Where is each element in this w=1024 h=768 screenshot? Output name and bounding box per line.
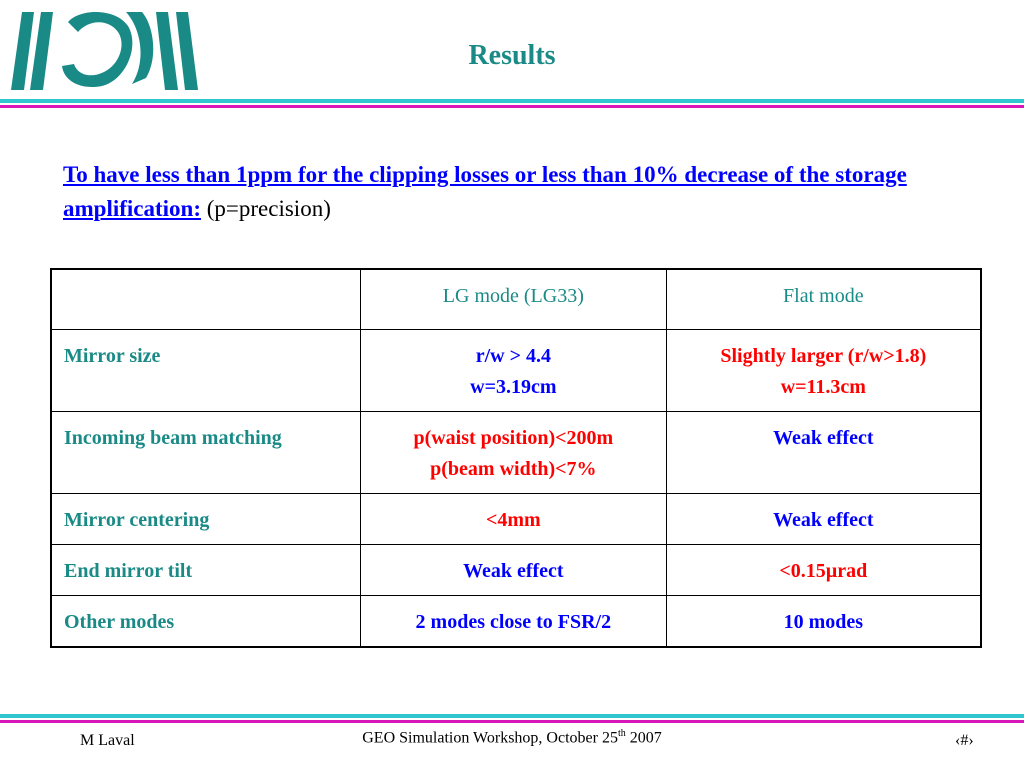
footer-event-sup: th (617, 728, 626, 739)
footer-event-prefix: GEO Simulation Workshop, October 25 (362, 729, 618, 747)
bottom-divider (0, 714, 1024, 723)
row-label: Incoming beam matching (51, 412, 361, 494)
table-header-row (51, 269, 981, 330)
intro-link[interactable]: To have less than 1ppm for the clipping losses or less than 10% decrease of the storage amplification: (63, 162, 907, 221)
header-cell-lg: LG mode (LG33) (361, 269, 667, 330)
cell-line: p(waist position)<200m (413, 427, 614, 449)
footer-event (0, 728, 1024, 747)
row-label: Mirror centering (51, 494, 361, 545)
cell-line: 10 modes (783, 611, 864, 633)
cell-line: r/w > 4.4 (475, 345, 551, 367)
table-row (51, 330, 981, 412)
cell-line: p(beam width)<7% (430, 458, 597, 480)
cell-line: Slightly larger (r/w>1.8) (720, 345, 927, 367)
page-number: ‹#› (955, 732, 974, 749)
cell-line: Weak effect (773, 509, 874, 531)
row-label: Other modes (51, 596, 361, 648)
cell-flat (666, 494, 981, 545)
cell-lg (361, 412, 667, 494)
footer-event-suffix: 2007 (625, 729, 662, 747)
cell-lg (361, 596, 667, 648)
cell-lg (361, 545, 667, 596)
cell-flat (666, 545, 981, 596)
table-row (51, 545, 981, 596)
intro-paragraph (63, 158, 973, 226)
footer-author: M Laval (80, 732, 135, 749)
header-cell-flat: Flat mode (666, 269, 981, 330)
cell-lg (361, 494, 667, 545)
slide-title: Results (468, 40, 556, 71)
table-row (51, 494, 981, 545)
cell-flat (666, 412, 981, 494)
top-divider (0, 99, 1024, 108)
cell-line: <0.15µrad (779, 560, 868, 582)
header-cell-empty (51, 269, 361, 330)
cell-line: Weak effect (773, 427, 874, 449)
table-row (51, 412, 981, 494)
cell-lg (361, 330, 667, 412)
results-table (50, 268, 982, 648)
table-row (51, 596, 981, 648)
cell-flat (666, 330, 981, 412)
intro-note: (p=precision) (206, 196, 331, 221)
cell-line: 2 modes close to FSR/2 (415, 611, 612, 633)
cell-line: Weak effect (463, 560, 564, 582)
row-label: Mirror size (51, 330, 361, 412)
cell-line: w=11.3cm (780, 376, 866, 398)
cell-line: w=3.19cm (470, 376, 557, 398)
cell-line: <4mm (485, 509, 541, 531)
cell-flat (666, 596, 981, 648)
row-label: End mirror tilt (51, 545, 361, 596)
